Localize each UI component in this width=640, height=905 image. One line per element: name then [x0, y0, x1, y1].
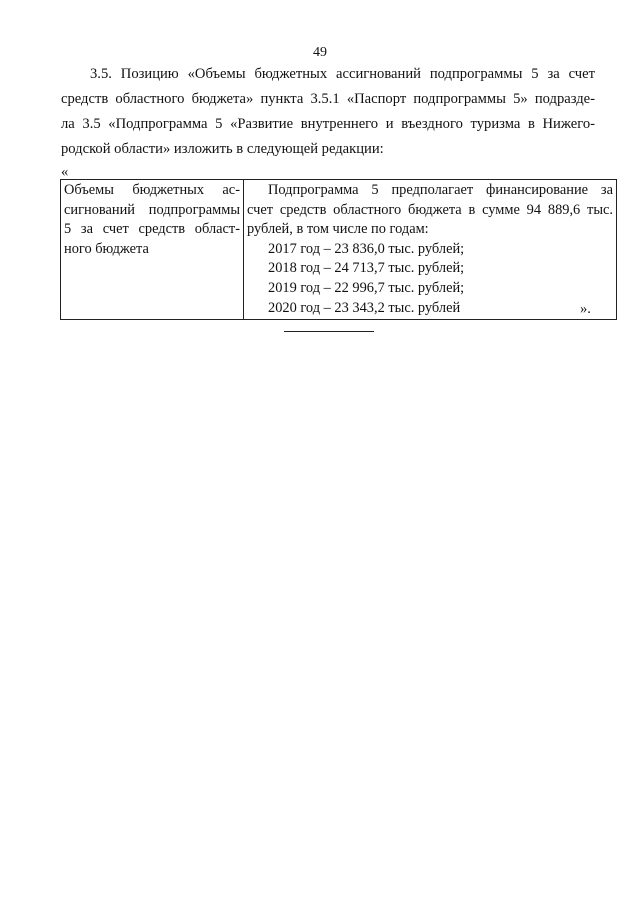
- cell-line: 2017 год – 23 836,0 тыс. рублей;: [268, 240, 465, 257]
- divider: [284, 331, 374, 332]
- table-cell-value: [244, 180, 617, 320]
- paragraph-line: родской области» изложить в следующей редакции:: [61, 141, 384, 157]
- opening-quote: «: [61, 164, 69, 180]
- cell-line: 5 за счет средств област-: [64, 221, 240, 238]
- passport-table: [60, 179, 617, 320]
- table-row: [61, 180, 617, 320]
- page-number: 49: [313, 45, 327, 60]
- cell-line: рублей, в том числе по годам:: [247, 221, 429, 238]
- cell-line: сигнований подпрограммы: [64, 201, 240, 218]
- table-cell-label: [61, 180, 244, 320]
- paragraph-line: средств областного бюджета» пункта 3.5.1 «Паспорт подпрограммы 5» подразде-: [61, 91, 595, 107]
- cell-line: 2019 год – 22 996,7 тыс. рублей;: [268, 279, 465, 296]
- closing-quote: ».: [580, 301, 591, 317]
- cell-line: Объемы бюджетных ас-: [64, 182, 240, 198]
- cell-line: Подпрограмма 5 предполагает финансирование за: [268, 182, 613, 198]
- cell-line: 2020 год – 23 343,2 тыс. рублей: [268, 299, 461, 316]
- cell-line: ного бюджета: [64, 240, 149, 257]
- cell-line: счет средств областного бюджета в сумме 94 889,6 тыс.: [247, 201, 613, 218]
- body-paragraph: [61, 62, 595, 162]
- cell-line: 2018 год – 24 713,7 тыс. рублей;: [268, 260, 465, 277]
- paragraph-line: ла 3.5 «Подпрограмма 5 «Развитие внутреннего и въездного туризма в Нижего-: [61, 116, 595, 132]
- paragraph-line: 3.5. Позицию «Объемы бюджетных ассигнований подпрограммы 5 за счет: [90, 66, 595, 82]
